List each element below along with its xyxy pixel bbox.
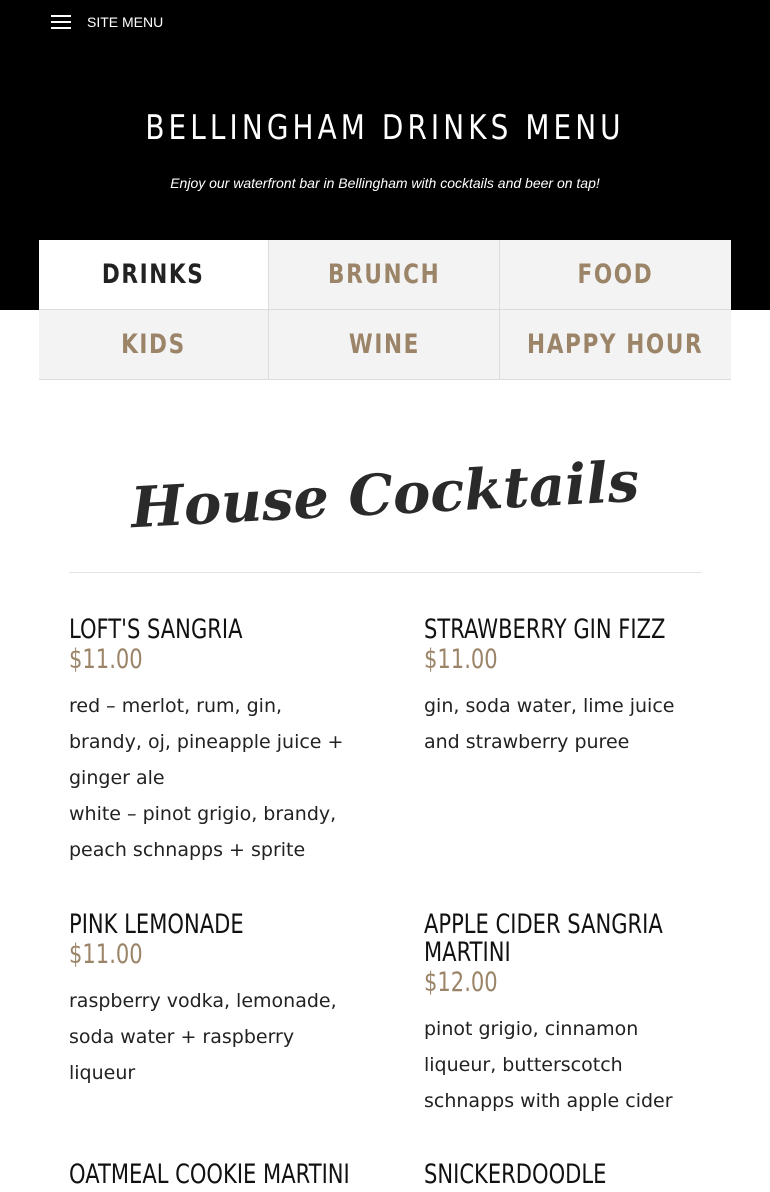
tab-label: KIDS bbox=[121, 329, 186, 360]
item-description-line: raspberry vodka, lemonade, soda water + raspberry liqueur bbox=[69, 990, 337, 1084]
item-price: $11.00 bbox=[69, 939, 143, 970]
item-description bbox=[69, 688, 354, 868]
tab-label: HAPPY HOUR bbox=[527, 329, 704, 360]
menu-item bbox=[69, 1161, 354, 1189]
tab-brunch[interactable] bbox=[269, 240, 500, 310]
menu-item bbox=[69, 616, 354, 868]
tab-food[interactable] bbox=[500, 240, 731, 310]
section-divider bbox=[69, 572, 702, 573]
tab-label: BRUNCH bbox=[327, 259, 441, 290]
item-price: $11.00 bbox=[424, 644, 498, 675]
item-description-line: white – pinot grigio, brandy, peach schnapps + sprite bbox=[69, 803, 337, 861]
item-description-line: pinot grigio, cinnamon liqueur, butterscotch schnapps with apple cider bbox=[424, 1018, 673, 1112]
item-description bbox=[69, 983, 354, 1091]
section-title: House Cocktails bbox=[129, 448, 641, 542]
item-name: STRAWBERRY GIN FIZZ bbox=[424, 614, 666, 645]
item-name: PINK LEMONADE bbox=[69, 909, 244, 940]
item-price: $12.00 bbox=[424, 967, 498, 998]
tab-kids[interactable] bbox=[39, 310, 269, 380]
tab-label: WINE bbox=[348, 329, 420, 360]
item-description bbox=[424, 688, 709, 760]
tab-drinks[interactable] bbox=[39, 240, 269, 310]
page-tagline: Enjoy our waterfront bar in Bellingham with cocktails and beer on tap! bbox=[170, 175, 600, 191]
item-name: APPLE CIDER SANGRIA MARTINI bbox=[424, 909, 663, 968]
menu-item bbox=[424, 911, 709, 1119]
tab-happy-hour[interactable] bbox=[500, 310, 731, 380]
item-name: LOFT'S SANGRIA bbox=[69, 614, 243, 645]
site-menu-button[interactable] bbox=[51, 14, 163, 30]
item-description-line: red – merlot, rum, gin, brandy, oj, pineapple juice + ginger ale bbox=[69, 695, 344, 789]
item-description bbox=[424, 1011, 709, 1119]
menu-item bbox=[424, 616, 709, 760]
menu-item bbox=[69, 911, 354, 1091]
menu-item bbox=[424, 1161, 709, 1189]
page-title: BELLINGHAM DRINKS MENU bbox=[145, 108, 625, 148]
tab-wine[interactable] bbox=[269, 310, 500, 380]
item-name: SNICKERDOODLE bbox=[424, 1159, 607, 1190]
hamburger-icon bbox=[51, 15, 71, 29]
item-name: OATMEAL COOKIE MARTINI bbox=[69, 1159, 350, 1190]
menu-tabs bbox=[39, 240, 731, 380]
item-description-line: gin, soda water, lime juice and strawberry puree bbox=[424, 695, 675, 753]
item-price: $11.00 bbox=[69, 644, 143, 675]
site-menu-label: SITE MENU bbox=[87, 14, 164, 30]
tab-label: DRINKS bbox=[102, 259, 205, 290]
tab-label: FOOD bbox=[577, 259, 654, 290]
